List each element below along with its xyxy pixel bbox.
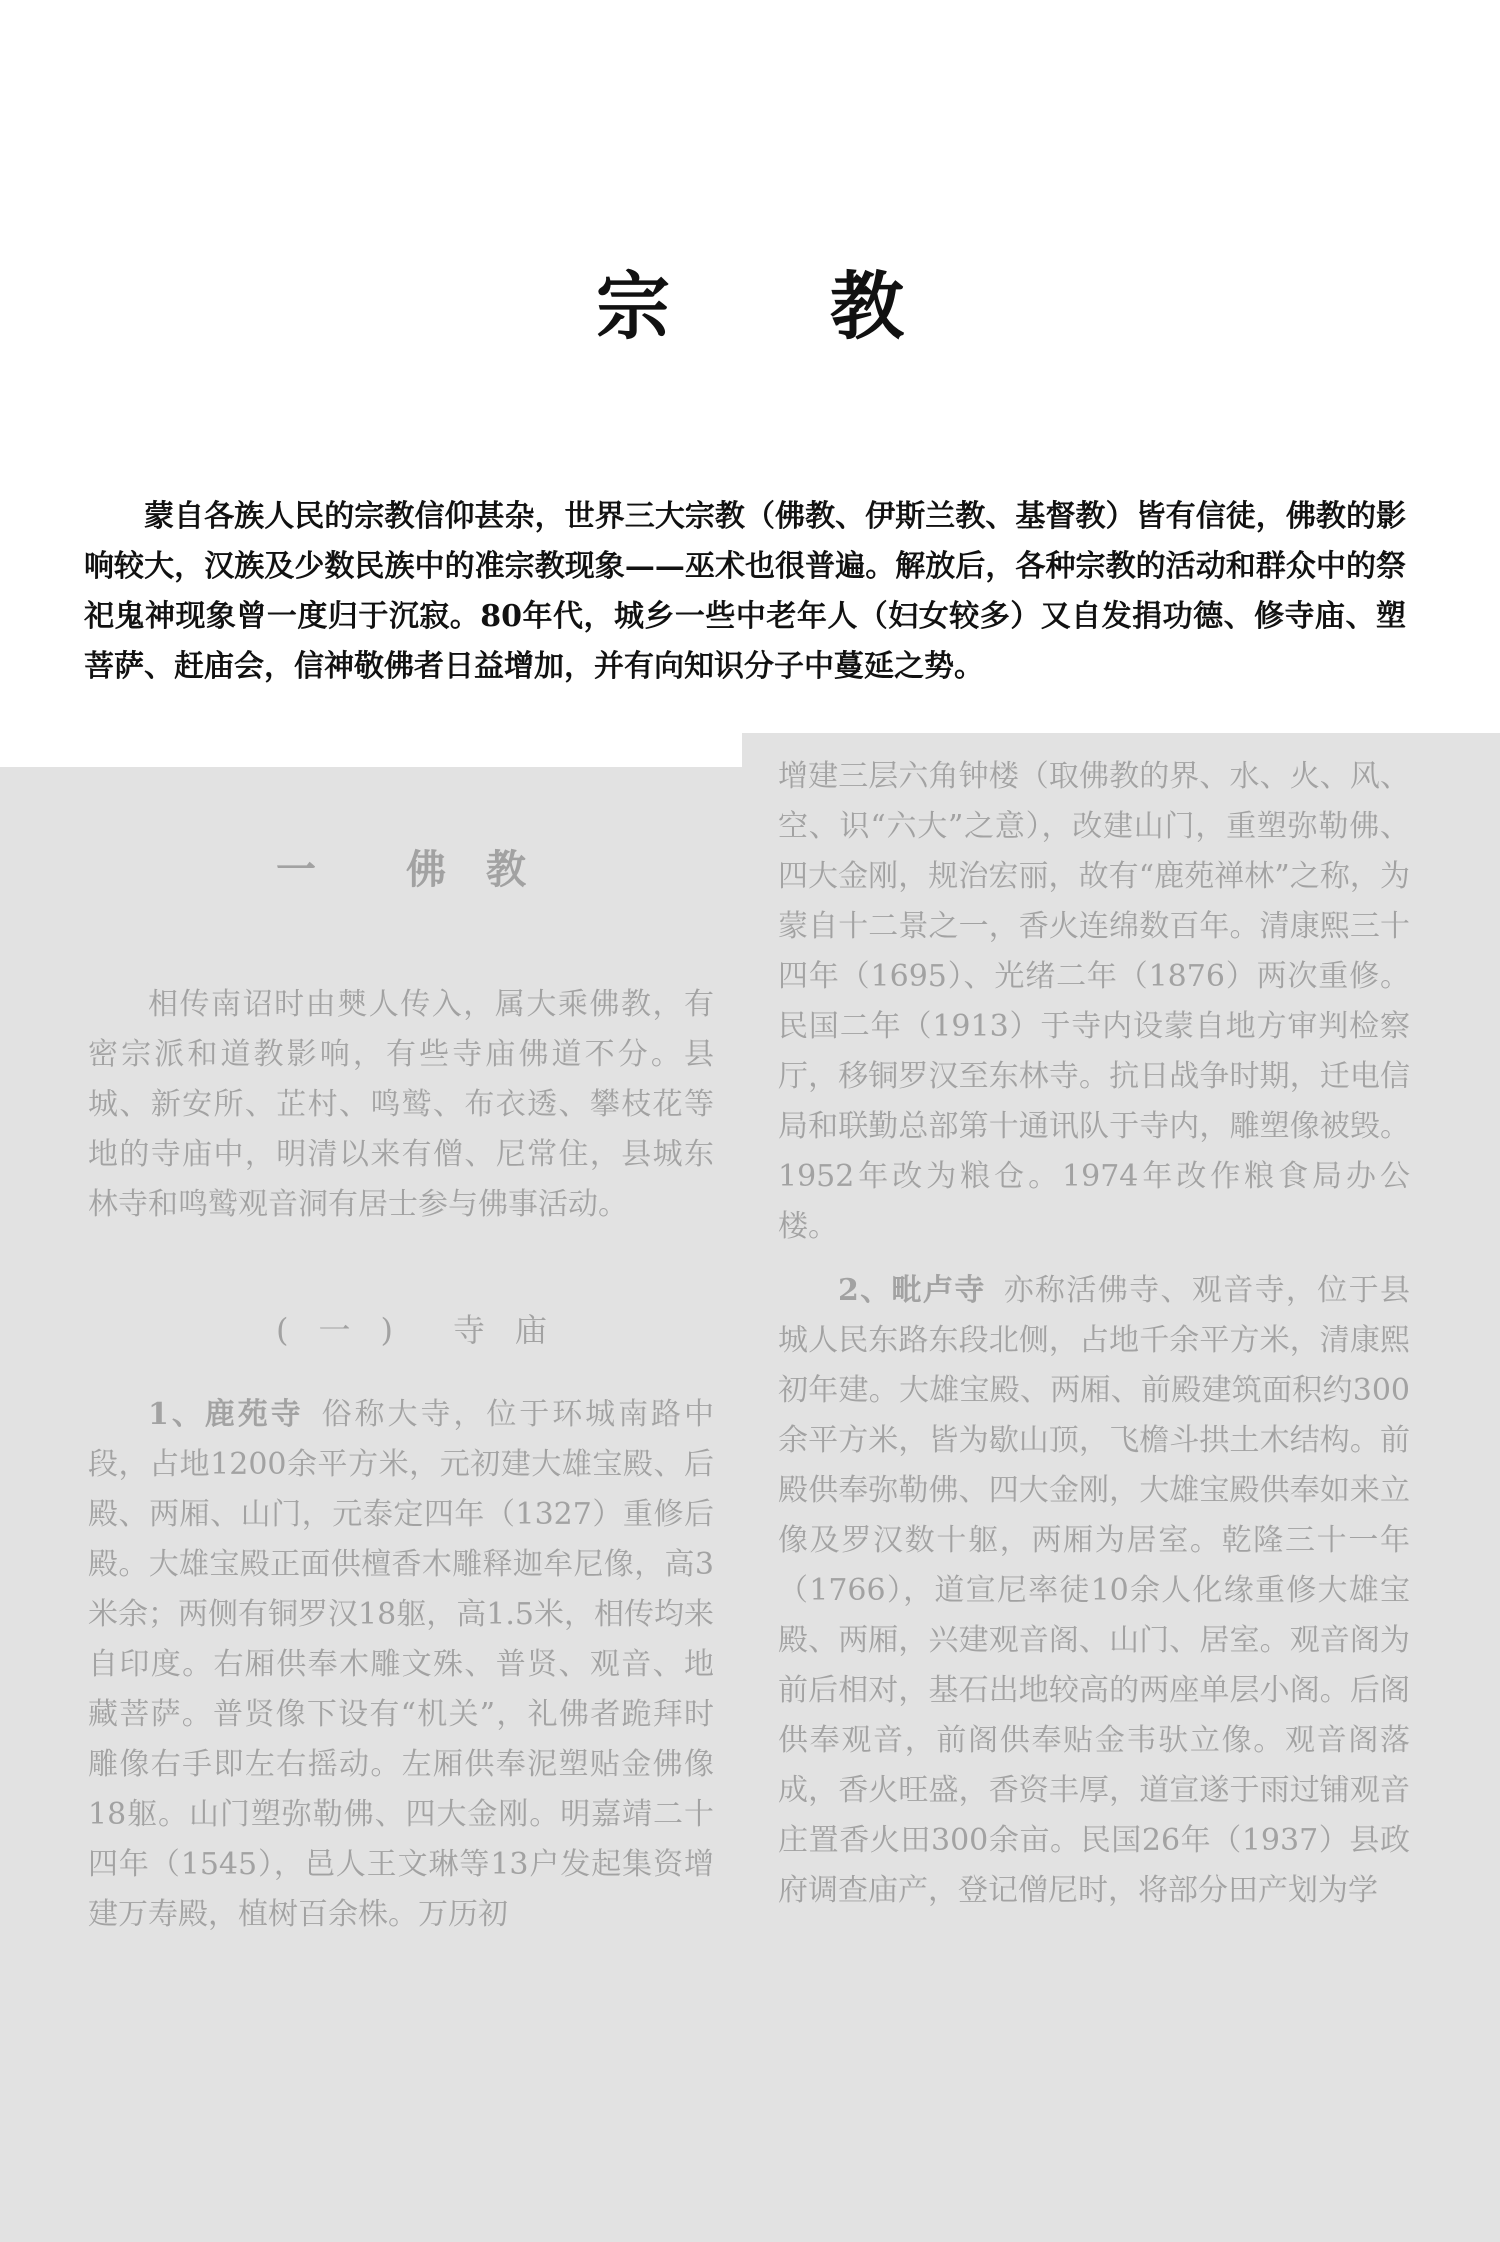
section-number: 一 [276,847,356,893]
page-title: 宗教 [596,264,1064,350]
section-title: 佛教 [406,847,566,893]
entry-text: 俗称大寺，位于环城南路中段，占地1200余平方米，元初建大雄宝殿、后殿、两厢、山门，元泰定四年（1327）重修后殿。大雄宝殿正面供檀香木雕释迦牟尼像，高3米余；两侧有铜罗汉18躯，高1.5米，相传均来自印度。右厢供奉木雕文殊、普贤、观音、地藏菩萨。普贤像下设有“机关”，礼佛者跪拜时雕像右手即左右摇动。左厢供奉泥塑贴金佛像18躯。山门塑弥勒佛、四大金刚。明嘉靖二十四年（1545），邑人王文琳等13户发起集资增建万寿殿，植树百余株。万历初 [88,1397,715,1932]
subsection-title: 寺庙 [452,1311,577,1349]
subsection-number: (一) [276,1311,423,1349]
section-intro: 相传南诏时由僰人传入，属大乘佛教，有密宗派和道教影响，有些寺庙佛道不分。县城、新安所、芷村、鸣鹫、布衣透、攀枝花等地的寺庙中，明清以来有僧、尼常住，县城东林寺和鸣鹫观音洞有居士参与佛事活动。 [88,987,714,1222]
entry-luyuan-continued: 增建三层六角钟楼（取佛教的界、水、火、风、空、识“六大”之意），改建山门，重塑弥勒佛、四大金刚，规治宏丽，故有“鹿苑禅林”之称，为蒙自十二景之一，香火连绵数百年。清康熙三十四年（1695）、光绪二年（1876）两次重修。民国二年（1913）于寺内设蒙自地方审判检察厅，移铜罗汉至东林寺。抗日战争时期，迁电信局和联勤总部第十通讯队于寺内，雕塑像被毁。1952年改为粮仓。1974年改作粮食局办公楼。 [778,759,1410,1244]
right-column [778,752,1410,1916]
subsection-heading [88,1270,714,1390]
entry-text: 亦称活佛寺、观音寺，位于县城人民东路东段北侧，占地千余平方米，清康熙初年建。大雄宝殿、两厢、前殿建筑面积约300余平方米，皆为歇山顶，飞檐斗拱土木结构。前殿供奉弥勒佛、四大金刚，大雄宝殿供奉如来立像及罗汉数十躯，两厢为居室。乾隆三十一年（1766），道宣尼率徒10余人化缘重修大雄宝殿、两厢，兴建观音阁、山门、居室。观音阁为前后相对，基石出地较高的两座单层小阁。后阁供奉观音，前阁供奉贴金韦驮立像。观音阁落成，香火旺盛，香资丰厚，道宣遂于雨过铺观音庄置香火田300余亩。民国26年（1937）县政府调查庙产，登记僧尼时，将部分田产划为学 [778,1273,1411,1908]
intro-paragraph: 蒙自各族人民的宗教信仰甚杂，世界三大宗教（佛教、伊斯兰教、基督教）皆有信徒，佛教的影响较大，汉族及少数民族中的准宗教现象——巫术也很普遍。解放后，各种宗教的活动和群众中的祭祀鬼神现象曾一度归于沉寂。80年代，城乡一些中老年人（妇女较多）又自发捐功德、修寺庙、塑菩萨、赶庙会，信神敬佛者日益增加，并有向知识分子中蔓延之势。 [84,499,1406,684]
section-heading [88,800,714,940]
entry-name: 2、毗卢寺 [838,1273,986,1308]
left-column [88,800,714,1940]
entry-name: 1、鹿苑寺 [148,1397,304,1432]
entry-luyuan [88,1390,714,1940]
entry-pilu [778,1266,1410,1916]
